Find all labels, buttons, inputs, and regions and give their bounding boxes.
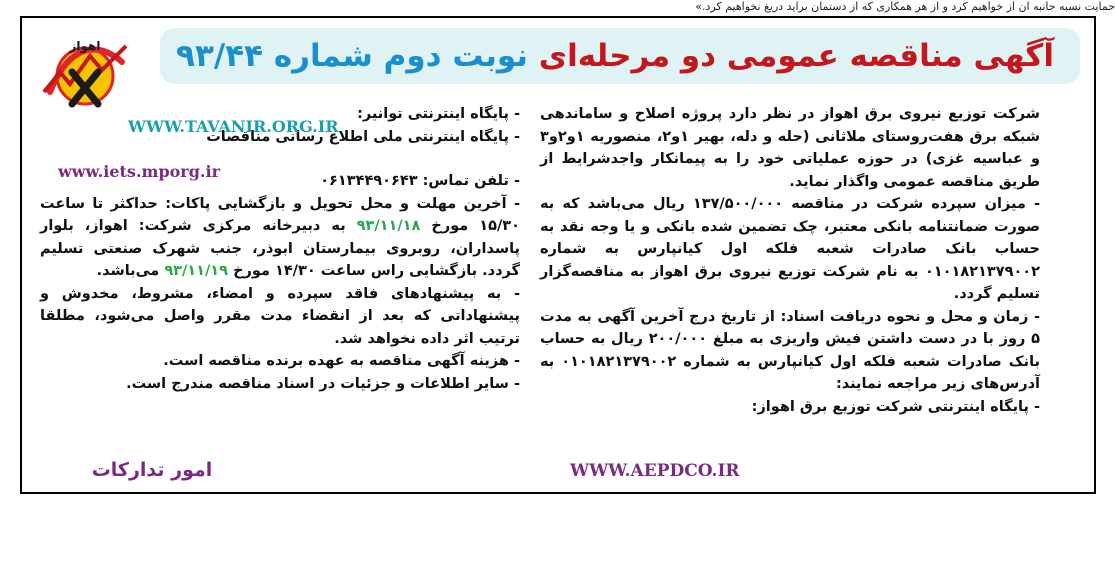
national-site-label: - پایگاه اینترنتی ملی اطلاع رسانی مناقصات: [206, 128, 520, 145]
intro-paragraph: شرکت توزیع نیروی برق اهواز در نظر دارد پروژه اصلاح و ساماندهی شبکه برق هفت‌روستای ملاثانی (حله و دله، بهیر ۱و۲، منصوریه ۱و۲و۳ و عباسیه غزی) در حوزه عملیاتی خود را به پیمانکار واجدشرایط از طریق مناقصه عمومی واگذار نماید.: [540, 106, 1041, 190]
top-strip-text: حمایت نسبه جانبه ان از خواهیم کرد و از هر همکاری که از دستمان براید دریغ نخواهیم کرد.»: [695, 0, 1115, 13]
title-main: آگهی مناقصه عمومی دو مرحله‌ای: [538, 38, 1054, 74]
aepdco-url[interactable]: WWW.AEPDCO.IR: [570, 461, 740, 481]
logo-text: اهواز: [69, 39, 101, 53]
right-column: [540, 103, 1040, 418]
opening-post: می‌باشد.: [96, 263, 165, 279]
title-round: نوبت دوم شماره ۹۳/۴۴: [176, 38, 528, 74]
deadline-date: ۹۳/۱۱/۱۸: [356, 218, 421, 234]
iets-url[interactable]: www.iets.mporg.ir: [58, 162, 220, 181]
logo-icon: [30, 32, 140, 112]
documents-paragraph: - زمان و محل و نحوه دریافت اسناد: از تاریخ درج آخرین آگهی به مدت ۵ روز با در دست داشتن فیش واریزی به مبلغ ۲۰۰/۰۰۰ ریال به حساب بانک صادرات شعبه فلکه اول کیانپارس به شماره ۰۱۰۱۸۲۱۳۷۹۰۰۲ به آدرس‌های زیر مراجعه نمایند:: [540, 308, 1040, 392]
aepdco-site-label: - پایگاه اینترنتی شرکت توزیع برق اهواز:: [751, 398, 1040, 415]
deposit-paragraph: - میزان سپرده شرکت در مناقصه ۱۳۷/۵۰۰/۰۰۰ ریال می‌باشد که به صورت ضمانتنامه بانکی معتبر، چک تضمین شده بانکی و یا وجه نقد به حساب بانک صادرات شعبه فلکه اول کیانپارس به شماره ۰۱۰۱۸۲۱۳۷۹۰۰۲ به نام شرکت توزیع نیروی برق اهواز به مناقصه‌گزار تسلیم گردد.: [540, 196, 1040, 302]
deadline-address: به دبیرخانه مرکزی شرکت: اهواز، بلوار پاسداران، روبروی بیمارستان ابوذر، جنب شهرک صنعتی تسلیم گردد. بازگشایی راس ساعت ۱۴/۳۰ مورخ: [40, 218, 520, 279]
phone-line: - تلفن تماس: ۰۶۱۳۴۴۹۰۶۴۳: [320, 173, 520, 189]
deadline-paragraph: [40, 193, 520, 283]
deadline-text: - آخرین مهلت و محل تحویل و بازگشایی پاکات: حداکثر تا ساعت ۱۵/۳۰ مورخ: [40, 195, 520, 234]
opening-date: ۹۳/۱۱/۱۹: [164, 263, 229, 279]
ad-cost-line: - هزینه آگهی مناقصه به عهده برنده مناقصه است.: [163, 353, 520, 369]
power-tower-logo: [30, 32, 140, 112]
ad-title: [175, 32, 1055, 80]
invalid-bids-paragraph: - به پیشنهادهای فاقد سپرده و امضاء، مشروط، مخدوش و پیشنهاداتی که بعد از انقضاء مدت مقرر واصل می‌شود، مطلقا ترتیب اثر داده نخواهد شد.: [40, 285, 520, 347]
other-info-line: - سایر اطلاعات و جزئیات در اسناد مناقصه مندرج است.: [126, 375, 520, 392]
department-signature: امور تدارکات: [91, 459, 213, 481]
tavanir-url[interactable]: WWW.TAVANIR.ORG.IR: [128, 117, 339, 136]
tavanir-label: - پایگاه اینترنتی توانیر:: [357, 106, 520, 122]
left-column: [40, 103, 520, 395]
